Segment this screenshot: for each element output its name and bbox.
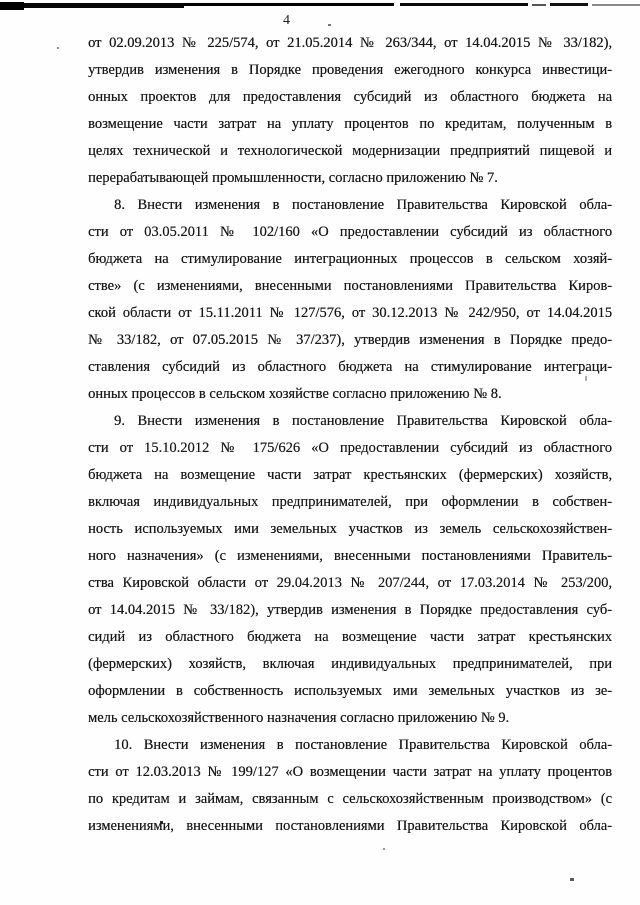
scan-artifact-bar-segment (184, 3, 394, 6)
scan-artifact-bar-segment (532, 4, 546, 6)
text-line: изменениями, внесенными постановлениями Правительства Кировской обла- (88, 818, 612, 834)
scan-artifact-bar-segment (24, 3, 184, 8)
text-line: онных проектов для предоставления субсидий из областного бюджета на (88, 89, 612, 105)
page-number: 4 (283, 13, 291, 28)
text-line: 8. Внести изменения в постановление Правительства Кировской обла- (114, 197, 612, 213)
text-line: от 14.04.2015 № 33/182), утвердив изменения в Порядке предоставления суб- (88, 602, 612, 618)
scan-speck (570, 878, 574, 881)
text-line: ного назначения» (с изменениями, внесенными постановлениями Правитель- (88, 548, 612, 564)
paragraph-item-9 (88, 408, 612, 732)
scan-speck (328, 24, 331, 26)
text-line: стве» (с изменениями, внесенными постановлениями Правительства Киров- (88, 278, 612, 294)
text-line: онных процессов в сельском хозяйстве согласно приложению № 8. (88, 386, 502, 402)
document-text-block (88, 30, 612, 840)
text-line: возмещение части затрат на уплату процентов по кредитам, полученным в (88, 116, 612, 132)
text-line: 10. Внести изменения в постановление Правительства Кировской обла- (114, 737, 612, 753)
text-line: бюджета на стимулирование интеграционных процессов в сельском хозяй- (88, 251, 612, 267)
text-line: от 02.09.2013 № 225/574, от 21.05.2014 № 263/344, от 14.04.2015 № 33/182), (88, 35, 612, 51)
scan-speck (383, 848, 385, 850)
text-line: бюджета на возмещение части затрат крестьянских (фермерских) хозяйств, (88, 467, 612, 483)
text-line: сидий из областного бюджета на возмещение части затрат крестьянских (88, 629, 612, 645)
text-line: ства Кировской области от 29.04.2013 № 207/244, от 17.03.2014 № 253/200, (88, 575, 612, 591)
text-line: (фермерских) хозяйств, включая индивидуальных предпринимателей, при (88, 656, 612, 672)
paragraph-item-8 (88, 192, 612, 408)
scan-speck (57, 47, 59, 49)
text-line: 9. Внести изменения в постановление Правительства Кировской обла- (114, 413, 612, 429)
text-line: по кредитам и займам, связанным с сельскохозяйственным производством» (с (88, 791, 612, 807)
text-line: ставления субсидий из областного бюджета на стимулирование интеграци- (88, 359, 612, 375)
paragraph-item-10 (88, 732, 612, 840)
text-line: сти от 12.03.2013 № 199/127 «О возмещении части затрат на уплату процентов (88, 764, 612, 780)
text-line: ность используемых ими земельных участков из земель сельскохозяйствен- (88, 521, 612, 537)
scan-artifact-bar-segment (400, 3, 528, 6)
text-line: № 33/182, от 07.05.2015 № 37/237), утвердив изменения в Порядке предо- (88, 332, 612, 348)
text-line: целях технической и технологической модернизации предприятий пищевой и (88, 143, 612, 159)
text-line: ской области от 15.11.2011 № 127/576, от 30.12.2013 № 242/950, от 14.04.2015 (88, 305, 612, 321)
text-line: включая индивидуальных предпринимателей, при оформлении в собствен- (88, 494, 612, 510)
text-line: утвердив изменения в Порядке проведения ежегодного конкурса инвестици- (88, 62, 612, 78)
text-line: мель сельскохозяйственного назначения согласно приложению № 9. (88, 710, 510, 726)
scan-artifact-bar-segment (592, 4, 640, 6)
paragraph-item-7-continuation (88, 30, 612, 192)
text-line: перерабатывающей промышленности, согласно приложению № 7. (88, 170, 498, 186)
text-line: оформлении в собственность используемых ими земельных участков из зе- (88, 683, 612, 699)
text-line: сти от 03.05.2011 № 102/160 «О предоставлении субсидий из областного (88, 224, 612, 240)
scan-artifact-bar-segment (0, 2, 24, 10)
text-line: сти от 15.10.2012 № 175/626 «О предоставлении субсидий из областного (88, 440, 612, 456)
scan-artifact-bar-segment (550, 3, 588, 6)
